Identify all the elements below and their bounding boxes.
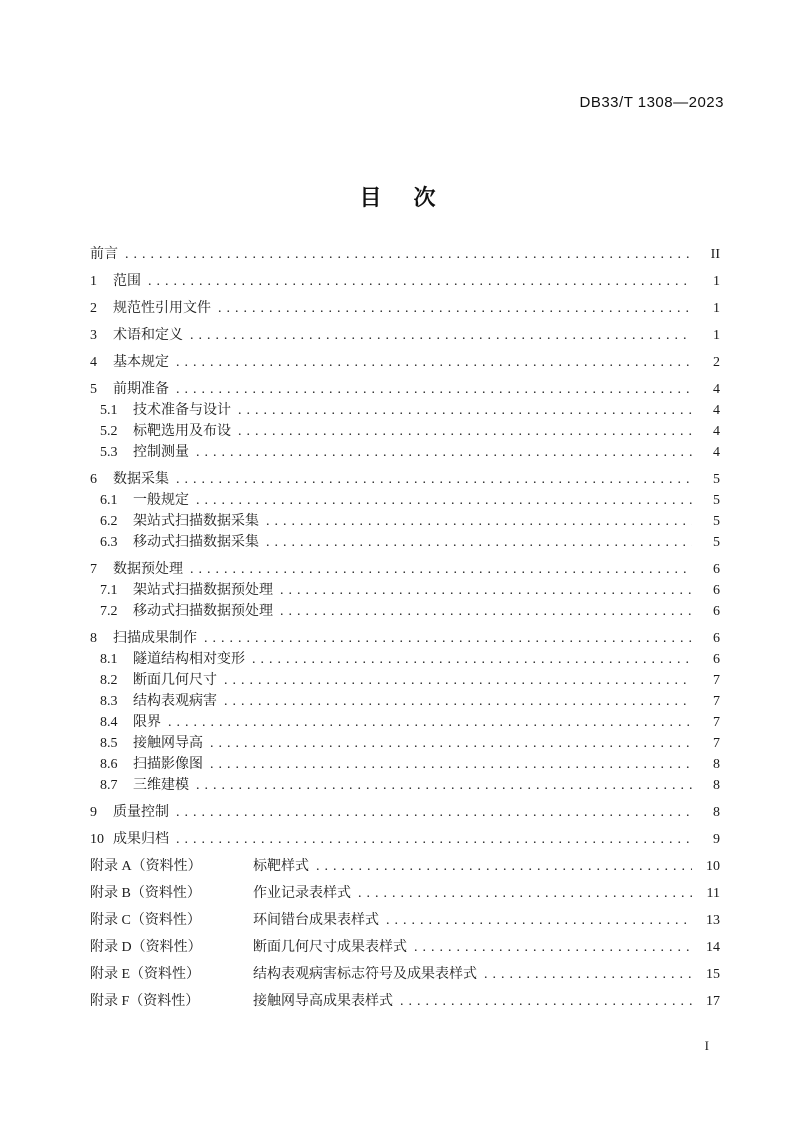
toc-entry-label: 质量控制: [113, 805, 169, 820]
toc-dot-leader: [176, 802, 692, 823]
toc-entry-label: 结构表观病害: [133, 694, 217, 709]
toc-entry-label: 技术准备与设计: [133, 403, 231, 418]
toc-entry-page: 1: [713, 274, 720, 289]
toc-dot-leader: [196, 490, 692, 511]
toc-dot-leader: [414, 937, 692, 958]
toc-dot-leader: [125, 244, 692, 265]
document-code: DB33/T 1308—2023: [579, 94, 724, 111]
toc-dot-leader: [190, 559, 692, 580]
toc-entry-label: 扫描影像图: [133, 757, 203, 772]
toc-dot-leader: [196, 442, 692, 463]
toc-entry-page: 7: [713, 673, 720, 688]
toc-entry-number: 附录 A（资料性）: [90, 859, 202, 874]
toc-entry[interactable]: [90, 628, 720, 649]
toc-entry-page: 5: [713, 514, 720, 529]
toc-entry[interactable]: [90, 829, 720, 850]
toc-dot-leader: [266, 532, 692, 553]
toc-entry-page: 14: [706, 940, 720, 955]
toc-entry-page: 1: [713, 328, 720, 343]
toc-entry-page: 8: [713, 778, 720, 793]
toc-entry-number: 1: [90, 274, 97, 289]
toc-entry[interactable]: [90, 580, 720, 601]
toc-entry-number: 6: [90, 472, 97, 487]
toc-entry-page: 6: [713, 562, 720, 577]
toc-entry-number: 10: [90, 832, 104, 847]
toc-entry[interactable]: [90, 733, 720, 754]
toc-entry-label: 接触网导高: [133, 736, 203, 751]
toc-dot-leader: [176, 829, 692, 850]
toc-entry-label: 移动式扫描数据预处理: [133, 604, 273, 619]
toc-entry-number: 8.7: [100, 778, 118, 793]
toc-entry-page: 5: [713, 493, 720, 508]
toc-dot-leader: [358, 883, 692, 904]
toc-entry[interactable]: [90, 379, 720, 400]
toc-entry[interactable]: [90, 442, 720, 463]
toc-entry-label: 数据预处理: [113, 562, 183, 577]
toc-entry-number: 5: [90, 382, 97, 397]
toc-entry[interactable]: [90, 856, 720, 877]
toc-dot-leader: [168, 712, 692, 733]
toc-entry[interactable]: [90, 511, 720, 532]
toc-dot-leader: [196, 775, 692, 796]
toc-entry-number: 2: [90, 301, 97, 316]
toc-entry-label: 术语和定义: [113, 328, 183, 343]
toc-entry-label: 断面几何尺寸成果表样式: [253, 940, 407, 955]
toc-entry[interactable]: [90, 532, 720, 553]
toc-entry-page: 17: [706, 994, 720, 1009]
toc-entry[interactable]: [90, 271, 720, 292]
toc-entry-page: 4: [713, 403, 720, 418]
toc-entry-label: 架站式扫描数据采集: [133, 514, 259, 529]
toc-entry-page: 4: [713, 424, 720, 439]
toc-entry-label: 架站式扫描数据预处理: [133, 583, 273, 598]
toc-dot-leader: [224, 670, 692, 691]
toc-dot-leader: [400, 991, 692, 1012]
toc-entry-label: 前期准备: [113, 382, 169, 397]
toc-entry[interactable]: [90, 775, 720, 796]
toc-entry-label: 标靶选用及布设: [133, 424, 231, 439]
toc-dot-leader: [238, 421, 692, 442]
toc-entry[interactable]: [90, 244, 720, 265]
toc-entry-label: 断面几何尺寸: [133, 673, 217, 688]
toc-entry-number: 3: [90, 328, 97, 343]
toc-entry-number: 8.4: [100, 715, 118, 730]
toc-dot-leader: [218, 298, 692, 319]
toc-dot-leader: [210, 754, 692, 775]
toc-entry-label: 成果归档: [113, 832, 169, 847]
toc-entry-page: 7: [713, 715, 720, 730]
toc-entry-number: 8.2: [100, 673, 118, 688]
toc-entry-number: 6.3: [100, 535, 118, 550]
toc-entry[interactable]: [90, 802, 720, 823]
toc-entry-page: 11: [706, 886, 720, 901]
toc-entry-page: 7: [713, 694, 720, 709]
toc-entry-page: 5: [713, 535, 720, 550]
toc-entry-label: 结构表观病害标志符号及成果表样式: [253, 967, 477, 982]
toc-entry-label: 隧道结构相对变形: [133, 652, 245, 667]
toc-entry-label: 数据采集: [113, 472, 169, 487]
toc-entry-number: 8.5: [100, 736, 118, 751]
toc-entry-number: 5.2: [100, 424, 118, 439]
toc-entry-number: 6.2: [100, 514, 118, 529]
toc-entry[interactable]: [90, 601, 720, 622]
toc-dot-leader: [238, 400, 692, 421]
toc-entry[interactable]: [90, 421, 720, 442]
toc-entry-number: 附录 E（资料性）: [90, 967, 201, 982]
toc-entry-number: 8.1: [100, 652, 118, 667]
toc-entry-number: 6.1: [100, 493, 118, 508]
toc-entry[interactable]: [90, 991, 720, 1012]
toc-entry-number: 5.3: [100, 445, 118, 460]
toc-dot-leader: [148, 271, 692, 292]
toc-entry[interactable]: [90, 352, 720, 373]
toc-entry-page: 1: [713, 301, 720, 316]
toc-dot-leader: [204, 628, 692, 649]
toc-entry-page: 10: [706, 859, 720, 874]
toc-entry-label: 扫描成果制作: [113, 631, 197, 646]
toc-entry[interactable]: [90, 649, 720, 670]
toc-dot-leader: [176, 469, 692, 490]
toc-entry-label: 接触网导高成果表样式: [253, 994, 393, 1009]
toc-entry-page: 6: [713, 583, 720, 598]
toc-entry-label: 限界: [133, 715, 161, 730]
toc-entry[interactable]: [90, 559, 720, 580]
toc-dot-leader: [386, 910, 692, 931]
toc-entry-label: 控制测量: [133, 445, 189, 460]
toc-entry-number: 附录 C（资料性）: [90, 913, 201, 928]
toc-dot-leader: [266, 511, 692, 532]
toc-dot-leader: [210, 733, 692, 754]
toc-dot-leader: [252, 649, 692, 670]
toc-entry[interactable]: [90, 691, 720, 712]
toc-entry-number: 8: [90, 631, 97, 646]
toc-entry-label: 范围: [113, 274, 141, 289]
toc-entry-number: 附录 D（资料性）: [90, 940, 202, 955]
toc-entry-label: 三维建模: [133, 778, 189, 793]
footer-page-number: I: [704, 1038, 709, 1053]
toc-entry-page: 7: [713, 736, 720, 751]
toc-dot-leader: [190, 325, 692, 346]
toc-list: [90, 244, 720, 1012]
toc-entry-label: 前言: [90, 247, 118, 262]
toc-entry-label: 一般规定: [133, 493, 189, 508]
toc-entry[interactable]: [90, 883, 720, 904]
toc-entry-label: 标靶样式: [253, 859, 309, 874]
toc-entry-page: 15: [706, 967, 720, 982]
toc-entry[interactable]: [90, 469, 720, 490]
toc-entry-page: 6: [713, 652, 720, 667]
toc-entry-number: 7: [90, 562, 97, 577]
toc-dot-leader: [280, 580, 692, 601]
toc-entry[interactable]: [90, 325, 720, 346]
toc-entry-number: 附录 F（资料性）: [90, 994, 200, 1009]
toc-entry-number: 7.2: [100, 604, 118, 619]
toc-dot-leader: [280, 601, 692, 622]
toc-dot-leader: [176, 352, 692, 373]
toc-entry-page: 13: [706, 913, 720, 928]
toc-entry[interactable]: [90, 712, 720, 733]
toc-entry-label: 规范性引用文件: [113, 301, 211, 316]
toc-entry[interactable]: [90, 298, 720, 319]
toc-entry-label: 环间错台成果表样式: [253, 913, 379, 928]
toc-entry[interactable]: [90, 670, 720, 691]
toc-dot-leader: [484, 964, 692, 985]
toc-entry-number: 附录 B（资料性）: [90, 886, 201, 901]
toc-dot-leader: [176, 379, 692, 400]
toc-entry-page: 4: [713, 382, 720, 397]
toc-dot-leader: [316, 856, 692, 877]
toc-entry-label: 作业记录表样式: [253, 886, 351, 901]
page-title: 目 次: [359, 184, 441, 210]
toc-entry-page: 6: [713, 604, 720, 619]
toc-entry-page: 2: [713, 355, 720, 370]
toc-entry-number: 8.3: [100, 694, 118, 709]
toc-entry-page: 8: [713, 805, 720, 820]
toc-entry[interactable]: [90, 754, 720, 775]
toc-entry-number: 9: [90, 805, 97, 820]
toc-entry-page: II: [710, 247, 720, 262]
toc-entry-page: 8: [713, 757, 720, 772]
toc-entry-page: 6: [713, 631, 720, 646]
toc-entry-number: 8.6: [100, 757, 118, 772]
toc-entry-number: 4: [90, 355, 97, 370]
toc-entry[interactable]: [90, 937, 720, 958]
toc-entry[interactable]: [90, 490, 720, 511]
toc-entry-page: 5: [713, 472, 720, 487]
toc-entry-label: 移动式扫描数据采集: [133, 535, 259, 550]
toc-entry-number: 7.1: [100, 583, 118, 598]
toc-entry[interactable]: [90, 964, 720, 985]
toc-entry-page: 4: [713, 445, 720, 460]
toc-entry[interactable]: [90, 400, 720, 421]
toc-entry-number: 5.1: [100, 403, 118, 418]
toc-entry-label: 基本规定: [113, 355, 169, 370]
toc-entry-page: 9: [713, 832, 720, 847]
toc-dot-leader: [224, 691, 692, 712]
toc-entry[interactable]: [90, 910, 720, 931]
